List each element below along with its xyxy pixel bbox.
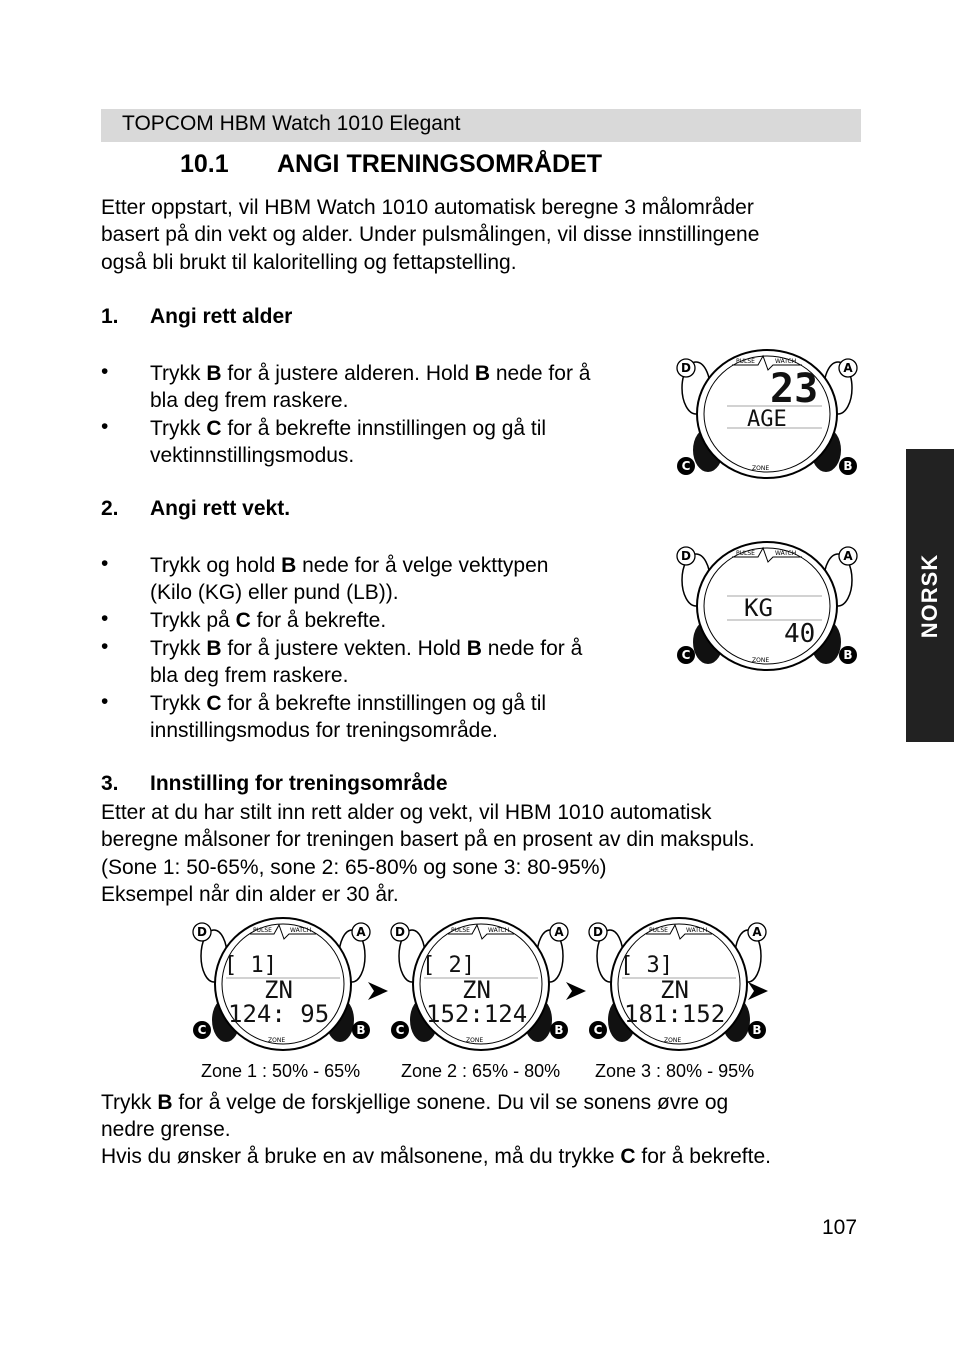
outro-line-3: Hvis du ønsker å bruke en av målsonene, må du trykke C for å bekrefte. <box>101 1145 771 1168</box>
step2-bullet-3: Trykk B for å justere vekten. Hold B nede for å <box>150 637 583 660</box>
button-a-label: A <box>356 925 366 939</box>
step3-line-2: beregne målsoner for treningen basert på en prosent av din makspuls. <box>101 828 755 851</box>
step2-bullet-3-cont: bla deg frem raskere. <box>150 664 349 687</box>
zone-mode: ZN <box>462 976 491 1004</box>
zone-id: [ 1] <box>224 953 277 978</box>
zone-id: [ 3] <box>620 953 673 978</box>
watch-weight-illustration <box>672 540 862 672</box>
button-d-label: D <box>395 925 405 939</box>
page-number: 107 <box>822 1216 858 1239</box>
zone-label: ZONE <box>664 1037 682 1044</box>
button-a-label: A <box>554 925 564 939</box>
button-b-label: B <box>752 1023 762 1037</box>
brand-left: PULSE <box>451 927 470 934</box>
zone-label: ZONE <box>268 1037 286 1044</box>
step1-bullet-1: Trykk B for å justere alderen. Hold B nede for å <box>150 362 591 385</box>
arrow-right-icon <box>746 980 770 1002</box>
intro-line-3: også bli brukt til kaloritelling og fettapstelling. <box>101 251 517 274</box>
zone-1-caption: Zone 1 : 50% - 65% <box>201 1061 361 1081</box>
section-number: 10.1 <box>180 150 229 178</box>
bullet: • <box>101 635 109 658</box>
step2-bullet-2: Trykk på C for å bekrefte. <box>150 609 387 632</box>
button-b-label: B <box>843 459 853 473</box>
button-d-label: D <box>681 549 691 563</box>
brand-right: WATCH <box>488 927 510 934</box>
button-d-label: D <box>593 925 603 939</box>
step3-line-4: Eksempel når din alder er 30 år. <box>101 883 399 906</box>
zone-label: ZONE <box>466 1037 484 1044</box>
intro-line-2: basert på din vekt og alder. Under pulsmålingen, vil disse innstillingene <box>101 223 760 246</box>
button-a-label: A <box>752 925 762 939</box>
zone-mode: ZN <box>660 976 689 1004</box>
step3-number: 3. <box>101 772 119 795</box>
outro-line-1: Trykk B for å velge de forskjellige sonene. Du vil se sonens øvre og <box>101 1091 729 1114</box>
button-b-label: B <box>554 1023 564 1037</box>
zone-value: 181:152 <box>624 1000 726 1028</box>
button-b-label: B <box>356 1023 366 1037</box>
watch-age-illustration <box>672 348 862 480</box>
step1-bullet-1-cont: bla deg frem raskere. <box>150 389 349 412</box>
intro-line-1: Etter oppstart, vil HBM Watch 1010 automatisk beregne 3 målområder <box>101 196 754 219</box>
watch-display-bottom: 40 <box>784 619 816 649</box>
step3-line-1: Etter at du har stilt inn rett alder og vekt, vil HBM 1010 automatisk <box>101 801 712 824</box>
bullet: • <box>101 360 109 383</box>
zone-mode: ZN <box>264 976 293 1004</box>
bullet: • <box>101 690 109 713</box>
brand-left: PULSE <box>736 358 755 365</box>
watch-zone-1-illustration <box>188 912 378 1052</box>
zone-value: 152:124 <box>426 1000 528 1028</box>
document-header <box>101 109 861 142</box>
brand-right: WATCH <box>686 927 708 934</box>
step2-bullet-1-cont: (Kilo (KG) eller pund (LB)). <box>150 581 399 604</box>
zone-label: ZONE <box>752 465 770 472</box>
button-c-label: C <box>197 1023 207 1037</box>
zone-label: ZONE <box>752 657 770 664</box>
document-title: TOPCOM HBM Watch 1010 Elegant <box>122 112 461 135</box>
zone-3-caption: Zone 3 : 80% - 95% <box>595 1061 755 1081</box>
step2-number: 2. <box>101 497 119 520</box>
button-d-label: D <box>681 361 691 375</box>
brand-left: PULSE <box>736 550 755 557</box>
button-a-label: A <box>843 361 853 375</box>
brand-left: PULSE <box>649 927 668 934</box>
bullet: • <box>101 607 109 630</box>
zone-2-caption: Zone 2 : 65% - 80% <box>401 1061 561 1081</box>
watch-display-top: 23 <box>770 366 819 412</box>
step2-title: Angi rett vekt. <box>150 497 291 520</box>
step1-bullet-2-cont: vektinnstillingsmodus. <box>150 444 355 467</box>
step2-bullet-4-cont: innstillingsmodus for treningsområde. <box>150 719 498 742</box>
language-side-tab <box>906 449 954 742</box>
step1-title: Angi rett alder <box>150 305 293 328</box>
step3-line-3: (Sone 1: 50-65%, sone 2: 65-80% og sone 3: 80-95%) <box>101 856 607 879</box>
watch-display-bottom: AGE <box>747 407 787 432</box>
step3-title: Innstilling for treningsområde <box>150 772 448 795</box>
button-b-label: B <box>843 648 853 662</box>
watch-zone-2-illustration <box>386 912 576 1052</box>
bullet: • <box>101 415 109 438</box>
brand-right: WATCH <box>290 927 312 934</box>
brand-right: WATCH <box>775 358 797 365</box>
brand-left: PULSE <box>253 927 272 934</box>
button-c-label: C <box>681 459 691 473</box>
brand-right: WATCH <box>775 550 797 557</box>
button-c-label: C <box>395 1023 405 1037</box>
watch-display-top: KG <box>744 594 773 622</box>
step2-bullet-4: Trykk C for å bekrefte innstillingen og gå til <box>150 692 547 715</box>
step2-bullet-1: Trykk og hold B nede for å velge vekttypen <box>150 554 549 577</box>
language-label: NORSK <box>917 553 942 638</box>
section-title: ANGI TRENINGSOMRÅDET <box>277 150 602 178</box>
button-a-label: A <box>843 549 853 563</box>
button-c-label: C <box>681 648 691 662</box>
step1-bullet-2: Trykk C for å bekrefte innstillingen og gå til <box>150 417 547 440</box>
zone-value: 124: 95 <box>228 1000 330 1028</box>
button-d-label: D <box>197 925 207 939</box>
step1-number: 1. <box>101 305 119 328</box>
zone-id: [ 2] <box>422 953 475 978</box>
button-c-label: C <box>593 1023 603 1037</box>
outro-line-2: nedre grense. <box>101 1118 231 1141</box>
bullet: • <box>101 552 109 575</box>
